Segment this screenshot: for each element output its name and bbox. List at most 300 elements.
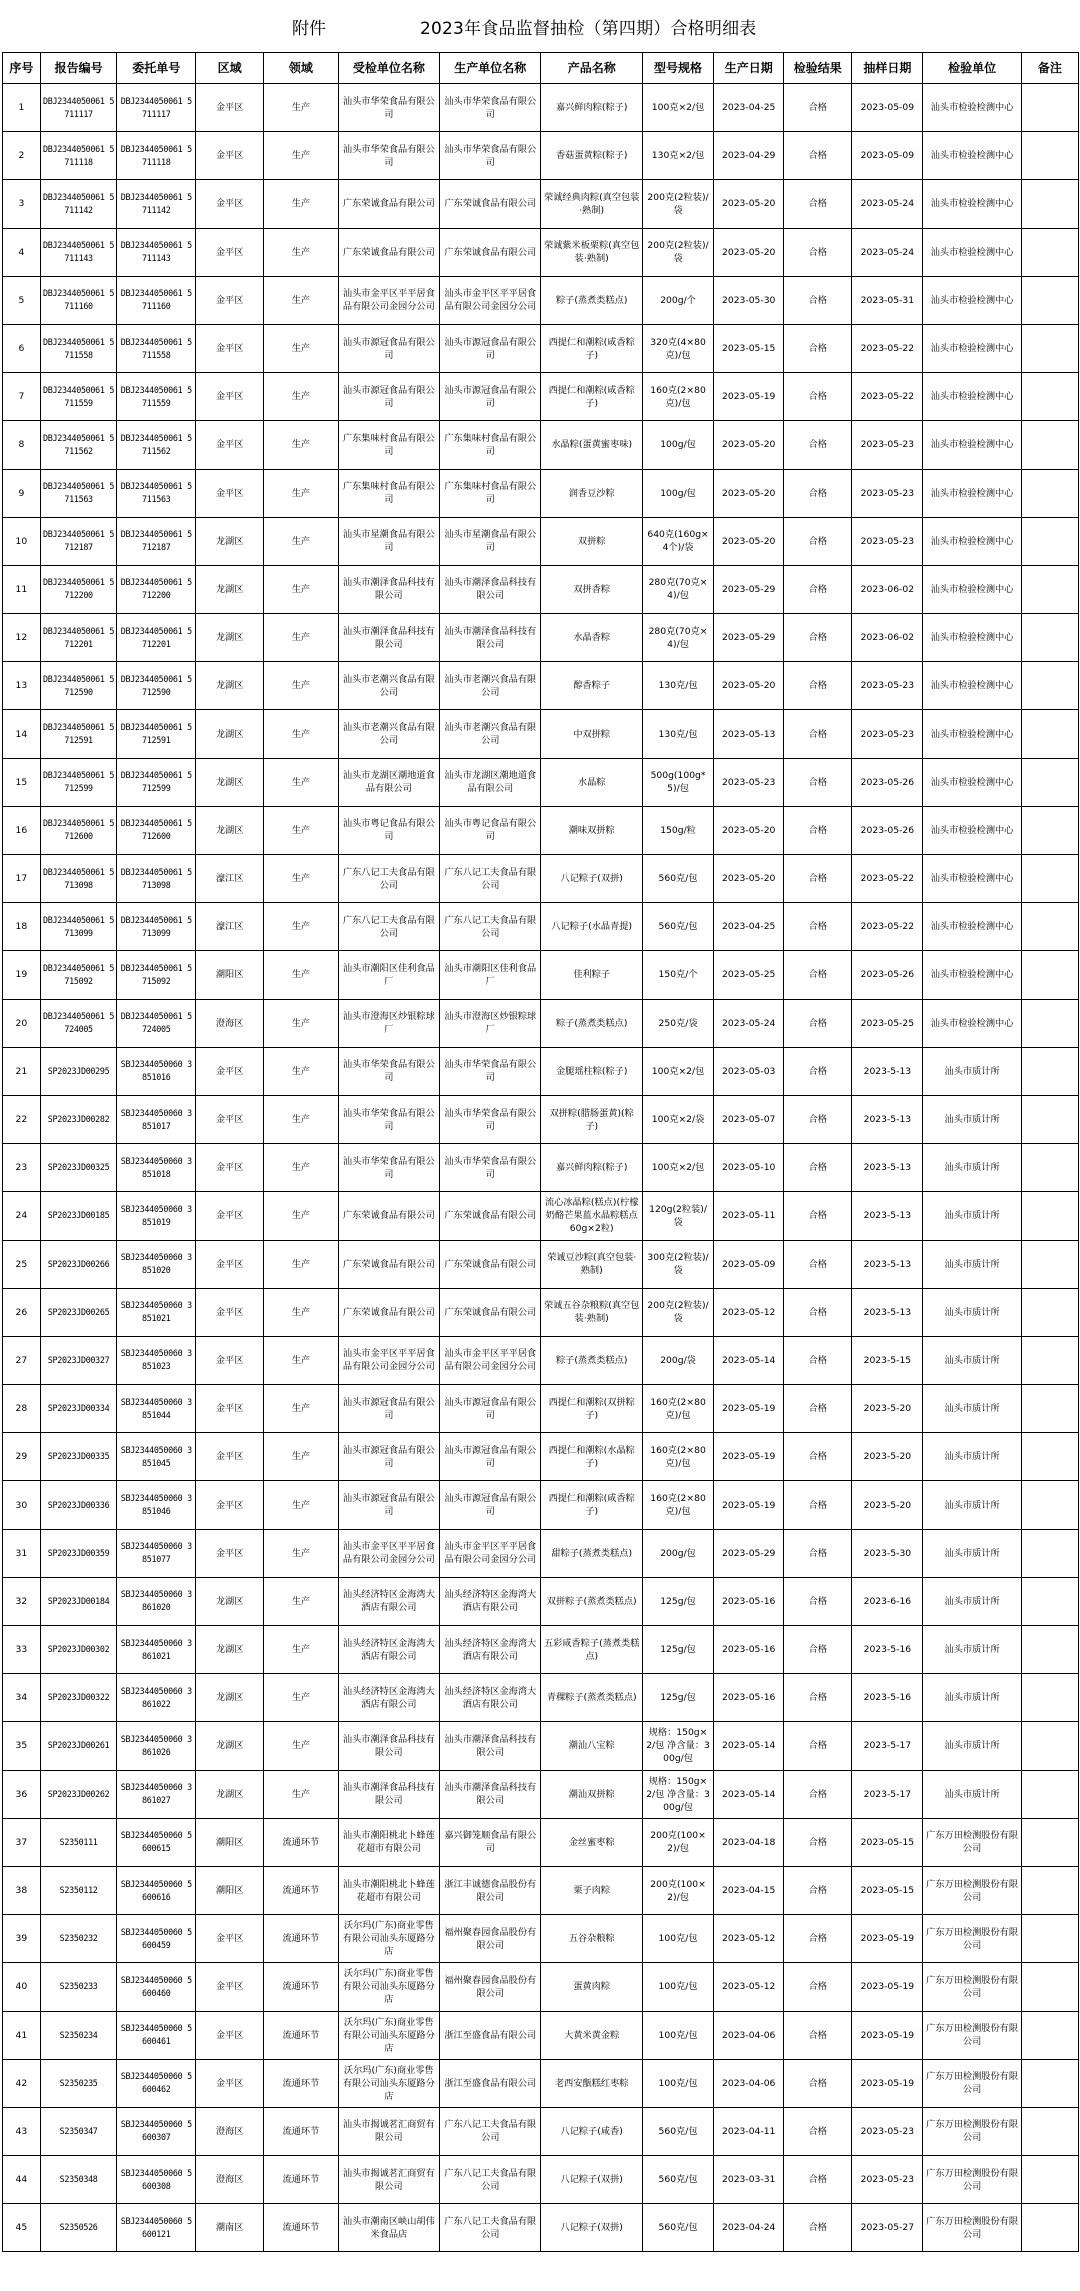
table-row bbox=[3, 662, 1079, 710]
cell-result: 合格 bbox=[784, 373, 852, 421]
cell-inspected-unit: 汕头市华荣食品有限公司 bbox=[338, 1095, 439, 1143]
cell-spec: 300克(2粒装)/袋 bbox=[642, 1240, 713, 1288]
cell-remarks bbox=[1021, 1240, 1078, 1288]
cell-spec: 320克(4×80克)/包 bbox=[642, 324, 713, 372]
cell-domain: 流通环节 bbox=[264, 2204, 338, 2252]
cell-result: 合格 bbox=[784, 1240, 852, 1288]
cell-district: 龙湖区 bbox=[196, 1770, 264, 1818]
cell-order-no: SBJ2344050060 3851077 bbox=[117, 1529, 196, 1577]
cell-spec: 125g/包 bbox=[642, 1674, 713, 1722]
cell-district: 金平区 bbox=[196, 1385, 264, 1433]
cell-producer: 汕头市老潮兴食品有限公司 bbox=[440, 662, 541, 710]
cell-sampling-date: 2023-5-20 bbox=[852, 1385, 923, 1433]
cell-product-name: 西提仁和潮粽(双拼粽子) bbox=[541, 1385, 642, 1433]
cell-domain: 生产 bbox=[264, 1433, 338, 1481]
cell-inspected-unit: 沃尔玛(广东)商业零售有限公司汕头东厦路分店 bbox=[338, 1963, 439, 2011]
cell-remarks bbox=[1021, 1288, 1078, 1336]
cell-producer: 汕头市华荣食品有限公司 bbox=[440, 1144, 541, 1192]
cell-testing-unit: 广东万田检测股份有限公司 bbox=[923, 2059, 1021, 2107]
cell-product-name: 青稞粽子(蒸煮类糕点) bbox=[541, 1674, 642, 1722]
cell-sampling-date: 2023-05-26 bbox=[852, 951, 923, 999]
cell-remarks bbox=[1021, 662, 1078, 710]
cell-report-no: S2350233 bbox=[40, 1963, 117, 2011]
cell-domain: 生产 bbox=[264, 1047, 338, 1095]
cell-domain: 生产 bbox=[264, 469, 338, 517]
cell-sampling-date: 2023-05-26 bbox=[852, 806, 923, 854]
cell-spec: 100克/包 bbox=[642, 2011, 713, 2059]
cell-seq: 13 bbox=[3, 662, 41, 710]
cell-domain: 生产 bbox=[264, 1674, 338, 1722]
cell-result: 合格 bbox=[784, 903, 852, 951]
table-row bbox=[3, 1529, 1079, 1577]
cell-producer: 汕头市华荣食品有限公司 bbox=[440, 132, 541, 180]
cell-seq: 24 bbox=[3, 1192, 41, 1240]
cell-result: 合格 bbox=[784, 758, 852, 806]
cell-production-date: 2023-05-20 bbox=[714, 180, 784, 228]
cell-product-name: 八记粽子(咸香) bbox=[541, 2107, 642, 2155]
cell-spec: 500g(100g*5)/包 bbox=[642, 758, 713, 806]
table-row bbox=[3, 276, 1079, 324]
cell-production-date: 2023-05-30 bbox=[714, 276, 784, 324]
cell-order-no: DBJ2344050061 5713099 bbox=[117, 903, 196, 951]
cell-spec: 200g/个 bbox=[642, 276, 713, 324]
cell-remarks bbox=[1021, 180, 1078, 228]
cell-sampling-date: 2023-5-13 bbox=[852, 1095, 923, 1143]
cell-seq: 40 bbox=[3, 1963, 41, 2011]
cell-testing-unit: 汕头市检验检测中心 bbox=[923, 614, 1021, 662]
table-row bbox=[3, 2011, 1079, 2059]
cell-order-no: SBJ2344050060 5600616 bbox=[117, 1866, 196, 1914]
cell-order-no: SBJ2344050060 5600121 bbox=[117, 2204, 196, 2252]
cell-result: 合格 bbox=[784, 1385, 852, 1433]
cell-inspected-unit: 汕头市华荣食品有限公司 bbox=[338, 84, 439, 132]
table-row bbox=[3, 1433, 1079, 1481]
cell-product-name: 金丝蜜枣粽 bbox=[541, 1818, 642, 1866]
cell-inspected-unit: 广东八记工夫食品有限公司 bbox=[338, 855, 439, 903]
table-row bbox=[3, 1095, 1079, 1143]
cell-order-no: DBJ2344050061 5712187 bbox=[117, 517, 196, 565]
cell-seq: 7 bbox=[3, 373, 41, 421]
table-row bbox=[3, 1288, 1079, 1336]
cell-seq: 37 bbox=[3, 1818, 41, 1866]
cell-seq: 18 bbox=[3, 903, 41, 951]
cell-spec: 160克(2×80克)/包 bbox=[642, 373, 713, 421]
cell-seq: 6 bbox=[3, 324, 41, 372]
cell-sampling-date: 2023-05-19 bbox=[852, 2011, 923, 2059]
cell-inspected-unit: 广东八记工夫食品有限公司 bbox=[338, 903, 439, 951]
cell-product-name: 栗子肉粽 bbox=[541, 1866, 642, 1914]
cell-remarks bbox=[1021, 2204, 1078, 2252]
cell-product-name: 潮汕双拼粽 bbox=[541, 1770, 642, 1818]
cell-product-name: 粽子(蒸煮类糕点) bbox=[541, 276, 642, 324]
cell-result: 合格 bbox=[784, 1577, 852, 1625]
cell-spec: 100克×2/袋 bbox=[642, 1095, 713, 1143]
table-row bbox=[3, 1240, 1079, 1288]
cell-production-date: 2023-04-18 bbox=[714, 1818, 784, 1866]
cell-domain: 生产 bbox=[264, 1722, 338, 1770]
cell-district: 龙湖区 bbox=[196, 1626, 264, 1674]
cell-seq: 17 bbox=[3, 855, 41, 903]
page-title: 2023年食品监督抽检（第四期）合格明细表 bbox=[420, 19, 757, 39]
cell-production-date: 2023-05-12 bbox=[714, 1288, 784, 1336]
cell-production-date: 2023-05-29 bbox=[714, 614, 784, 662]
cell-testing-unit: 汕头市检验检测中心 bbox=[923, 855, 1021, 903]
cell-result: 合格 bbox=[784, 806, 852, 854]
cell-inspected-unit: 汕头市源冠食品有限公司 bbox=[338, 1385, 439, 1433]
table-row bbox=[3, 469, 1079, 517]
cell-product-name: 蛋黄肉粽 bbox=[541, 1963, 642, 2011]
cell-testing-unit: 汕头市检验检测中心 bbox=[923, 806, 1021, 854]
cell-product-name: 老西安甑糕红枣粽 bbox=[541, 2059, 642, 2107]
cell-district: 澄海区 bbox=[196, 2156, 264, 2204]
table-row bbox=[3, 1722, 1079, 1770]
cell-report-no: DBJ2344050061 5711559 bbox=[40, 373, 117, 421]
cell-inspected-unit: 汕头市潮泽食品科技有限公司 bbox=[338, 1722, 439, 1770]
cell-result: 合格 bbox=[784, 1433, 852, 1481]
cell-testing-unit: 汕头市检验检测中心 bbox=[923, 758, 1021, 806]
cell-production-date: 2023-05-20 bbox=[714, 228, 784, 276]
cell-remarks bbox=[1021, 1481, 1078, 1529]
cell-testing-unit: 汕头市检验检测中心 bbox=[923, 999, 1021, 1047]
cell-testing-unit: 汕头市质计所 bbox=[923, 1095, 1021, 1143]
cell-spec: 125g/包 bbox=[642, 1577, 713, 1625]
cell-remarks bbox=[1021, 951, 1078, 999]
cell-result: 合格 bbox=[784, 1095, 852, 1143]
cell-sampling-date: 2023-5-20 bbox=[852, 1481, 923, 1529]
cell-order-no: DBJ2344050061 5712201 bbox=[117, 614, 196, 662]
cell-producer: 广东八记工夫食品有限公司 bbox=[440, 855, 541, 903]
cell-domain: 生产 bbox=[264, 1288, 338, 1336]
table-row bbox=[3, 1192, 1079, 1240]
cell-report-no: DBJ2344050061 5712600 bbox=[40, 806, 117, 854]
table-row bbox=[3, 855, 1079, 903]
cell-product-name: 嘉兴鲜肉粽(粽子) bbox=[541, 1144, 642, 1192]
cell-domain: 生产 bbox=[264, 1144, 338, 1192]
cell-testing-unit: 广东万田检测股份有限公司 bbox=[923, 2011, 1021, 2059]
cell-inspected-unit: 汕头市潮泽食品科技有限公司 bbox=[338, 565, 439, 613]
cell-domain: 生产 bbox=[264, 1240, 338, 1288]
cell-order-no: DBJ2344050061 5711562 bbox=[117, 421, 196, 469]
cell-result: 合格 bbox=[784, 1963, 852, 2011]
cell-domain: 生产 bbox=[264, 324, 338, 372]
cell-result: 合格 bbox=[784, 565, 852, 613]
cell-testing-unit: 汕头市检验检测中心 bbox=[923, 903, 1021, 951]
cell-report-no: DBJ2344050061 5712599 bbox=[40, 758, 117, 806]
table-row bbox=[3, 132, 1079, 180]
cell-result: 合格 bbox=[784, 1674, 852, 1722]
cell-spec: 560克/包 bbox=[642, 2156, 713, 2204]
cell-district: 濠江区 bbox=[196, 855, 264, 903]
cell-result: 合格 bbox=[784, 662, 852, 710]
cell-district: 潮阳区 bbox=[196, 1866, 264, 1914]
cell-testing-unit: 广东万田检测股份有限公司 bbox=[923, 1866, 1021, 1914]
table-row bbox=[3, 1770, 1079, 1818]
cell-spec: 560克/包 bbox=[642, 2107, 713, 2155]
cell-district: 金平区 bbox=[196, 84, 264, 132]
cell-report-no: DBJ2344050061 5711143 bbox=[40, 228, 117, 276]
cell-report-no: SP2023JD00334 bbox=[40, 1385, 117, 1433]
cell-production-date: 2023-05-24 bbox=[714, 999, 784, 1047]
cell-spec: 150克/个 bbox=[642, 951, 713, 999]
cell-spec: 640克(160g×4个)/袋 bbox=[642, 517, 713, 565]
cell-producer: 汕头市星潮食品有限公司 bbox=[440, 517, 541, 565]
cell-remarks bbox=[1021, 1770, 1078, 1818]
cell-domain: 生产 bbox=[264, 1481, 338, 1529]
cell-result: 合格 bbox=[784, 1336, 852, 1384]
cell-spec: 200克(100×2)/包 bbox=[642, 1866, 713, 1914]
cell-remarks bbox=[1021, 132, 1078, 180]
cell-remarks bbox=[1021, 84, 1078, 132]
cell-producer: 汕头市粤记食品有限公司 bbox=[440, 806, 541, 854]
table-row bbox=[3, 1963, 1079, 2011]
cell-sampling-date: 2023-5-13 bbox=[852, 1144, 923, 1192]
cell-inspected-unit: 广东荣诚食品有限公司 bbox=[338, 1192, 439, 1240]
cell-seq: 25 bbox=[3, 1240, 41, 1288]
cell-testing-unit: 汕头市检验检测中心 bbox=[923, 228, 1021, 276]
column-header-production-date: 生产日期 bbox=[714, 53, 784, 84]
cell-producer: 汕头经济特区金海湾大酒店有限公司 bbox=[440, 1577, 541, 1625]
cell-seq: 32 bbox=[3, 1577, 41, 1625]
cell-district: 龙湖区 bbox=[196, 1722, 264, 1770]
cell-remarks bbox=[1021, 276, 1078, 324]
cell-sampling-date: 2023-5-16 bbox=[852, 1674, 923, 1722]
cell-product-name: 潮味双拼粽 bbox=[541, 806, 642, 854]
column-header-producer: 生产单位名称 bbox=[440, 53, 541, 84]
cell-production-date: 2023-05-14 bbox=[714, 1770, 784, 1818]
cell-order-no: SBJ2344050060 5600460 bbox=[117, 1963, 196, 2011]
cell-seq: 26 bbox=[3, 1288, 41, 1336]
cell-inspected-unit: 广东集味村食品有限公司 bbox=[338, 469, 439, 517]
cell-producer: 汕头市源冠食品有限公司 bbox=[440, 1385, 541, 1433]
cell-sampling-date: 2023-05-22 bbox=[852, 324, 923, 372]
cell-remarks bbox=[1021, 469, 1078, 517]
cell-testing-unit: 汕头市检验检测中心 bbox=[923, 469, 1021, 517]
cell-inspected-unit: 汕头市源冠食品有限公司 bbox=[338, 1433, 439, 1481]
cell-district: 金平区 bbox=[196, 1240, 264, 1288]
cell-spec: 160克(2×80克)/包 bbox=[642, 1433, 713, 1481]
cell-report-no: S2350235 bbox=[40, 2059, 117, 2107]
cell-testing-unit: 汕头市质计所 bbox=[923, 1626, 1021, 1674]
cell-spec: 560克/包 bbox=[642, 855, 713, 903]
cell-inspected-unit: 沃尔玛(广东)商业零售有限公司汕头东厦路分店 bbox=[338, 2059, 439, 2107]
cell-remarks bbox=[1021, 1674, 1078, 1722]
cell-report-no: DBJ2344050061 5711117 bbox=[40, 84, 117, 132]
cell-report-no: DBJ2344050061 5713099 bbox=[40, 903, 117, 951]
cell-result: 合格 bbox=[784, 84, 852, 132]
table-body bbox=[3, 84, 1079, 2252]
cell-domain: 流通环节 bbox=[264, 1963, 338, 2011]
cell-report-no: S2350111 bbox=[40, 1818, 117, 1866]
cell-production-date: 2023-05-07 bbox=[714, 1095, 784, 1143]
cell-domain: 生产 bbox=[264, 855, 338, 903]
cell-sampling-date: 2023-05-24 bbox=[852, 228, 923, 276]
cell-remarks bbox=[1021, 228, 1078, 276]
cell-domain: 生产 bbox=[264, 758, 338, 806]
cell-producer: 浙江丰诚德食品股份有限公司 bbox=[440, 1866, 541, 1914]
cell-testing-unit: 广东万田检测股份有限公司 bbox=[923, 2156, 1021, 2204]
cell-producer: 汕头市源冠食品有限公司 bbox=[440, 324, 541, 372]
cell-order-no: SBJ2344050060 3851046 bbox=[117, 1481, 196, 1529]
column-header-testing-unit: 检验单位 bbox=[923, 53, 1021, 84]
cell-inspected-unit: 汕头市老潮兴食品有限公司 bbox=[338, 710, 439, 758]
cell-seq: 15 bbox=[3, 758, 41, 806]
cell-testing-unit: 广东万田检测股份有限公司 bbox=[923, 2107, 1021, 2155]
cell-result: 合格 bbox=[784, 1770, 852, 1818]
cell-production-date: 2023-05-03 bbox=[714, 1047, 784, 1095]
cell-result: 合格 bbox=[784, 855, 852, 903]
cell-producer: 广东八记工夫食品有限公司 bbox=[440, 2107, 541, 2155]
cell-inspected-unit: 汕头市潮泽食品科技有限公司 bbox=[338, 614, 439, 662]
cell-district: 金平区 bbox=[196, 1481, 264, 1529]
cell-order-no: SBJ2344050060 3861020 bbox=[117, 1577, 196, 1625]
cell-report-no: S2350232 bbox=[40, 1915, 117, 1963]
cell-sampling-date: 2023-5-13 bbox=[852, 1288, 923, 1336]
cell-remarks bbox=[1021, 2011, 1078, 2059]
cell-order-no: DBJ2344050061 5712200 bbox=[117, 565, 196, 613]
cell-inspected-unit: 沃尔玛(广东)商业零售有限公司汕头东厦路分店 bbox=[338, 1915, 439, 1963]
cell-order-no: DBJ2344050061 5713098 bbox=[117, 855, 196, 903]
column-header-order-no: 委托单号 bbox=[117, 53, 196, 84]
cell-product-name: 五彩咸香粽子(蒸煮类糕点) bbox=[541, 1626, 642, 1674]
cell-testing-unit: 汕头市检验检测中心 bbox=[923, 180, 1021, 228]
cell-order-no: SBJ2344050060 3851019 bbox=[117, 1192, 196, 1240]
cell-inspected-unit: 广东荣诚食品有限公司 bbox=[338, 228, 439, 276]
cell-remarks bbox=[1021, 1336, 1078, 1384]
cell-seq: 27 bbox=[3, 1336, 41, 1384]
cell-seq: 11 bbox=[3, 565, 41, 613]
cell-domain: 生产 bbox=[264, 614, 338, 662]
column-header-seq: 序号 bbox=[3, 53, 41, 84]
cell-report-no: S2350234 bbox=[40, 2011, 117, 2059]
cell-remarks bbox=[1021, 1144, 1078, 1192]
table-row bbox=[3, 758, 1079, 806]
cell-producer: 广东集味村食品有限公司 bbox=[440, 421, 541, 469]
cell-testing-unit: 汕头市质计所 bbox=[923, 1192, 1021, 1240]
cell-production-date: 2023-05-20 bbox=[714, 662, 784, 710]
cell-sampling-date: 2023-05-26 bbox=[852, 758, 923, 806]
column-header-result: 检验结果 bbox=[784, 53, 852, 84]
cell-testing-unit: 汕头市检验检测中心 bbox=[923, 951, 1021, 999]
cell-result: 合格 bbox=[784, 324, 852, 372]
cell-domain: 生产 bbox=[264, 710, 338, 758]
table-row bbox=[3, 2204, 1079, 2252]
column-header-sampling-date: 抽样日期 bbox=[852, 53, 923, 84]
cell-order-no: DBJ2344050061 5712591 bbox=[117, 710, 196, 758]
cell-domain: 生产 bbox=[264, 1577, 338, 1625]
cell-production-date: 2023-05-16 bbox=[714, 1626, 784, 1674]
cell-testing-unit: 汕头市质计所 bbox=[923, 1433, 1021, 1481]
cell-producer: 汕头市华荣食品有限公司 bbox=[440, 1095, 541, 1143]
cell-production-date: 2023-04-29 bbox=[714, 132, 784, 180]
cell-report-no: DBJ2344050061 5712200 bbox=[40, 565, 117, 613]
cell-domain: 流通环节 bbox=[264, 2059, 338, 2107]
cell-seq: 43 bbox=[3, 2107, 41, 2155]
cell-product-name: 双拼香粽 bbox=[541, 565, 642, 613]
cell-producer: 汕头市澄海区炒银粽球厂 bbox=[440, 999, 541, 1047]
cell-producer: 嘉兴御笼顺食品有限公司 bbox=[440, 1818, 541, 1866]
cell-domain: 流通环节 bbox=[264, 2156, 338, 2204]
cell-testing-unit: 汕头市检验检测中心 bbox=[923, 662, 1021, 710]
cell-sampling-date: 2023-05-22 bbox=[852, 373, 923, 421]
cell-report-no: SP2023JD00184 bbox=[40, 1577, 117, 1625]
cell-product-name: 双拼粽(腊肠蛋黄)(粽子) bbox=[541, 1095, 642, 1143]
cell-order-no: SBJ2344050060 5600307 bbox=[117, 2107, 196, 2155]
cell-sampling-date: 2023-05-22 bbox=[852, 855, 923, 903]
column-header-remarks: 备注 bbox=[1021, 53, 1078, 84]
cell-sampling-date: 2023-06-02 bbox=[852, 614, 923, 662]
cell-result: 合格 bbox=[784, 1481, 852, 1529]
cell-district: 潮阳区 bbox=[196, 1818, 264, 1866]
cell-production-date: 2023-05-20 bbox=[714, 855, 784, 903]
cell-product-name: 佳利粽子 bbox=[541, 951, 642, 999]
cell-remarks bbox=[1021, 1963, 1078, 2011]
cell-product-name: 西提仁和潮粽(水晶粽子) bbox=[541, 1433, 642, 1481]
cell-remarks bbox=[1021, 855, 1078, 903]
cell-producer: 汕头市潮泽食品科技有限公司 bbox=[440, 614, 541, 662]
cell-district: 金平区 bbox=[196, 1144, 264, 1192]
table-row bbox=[3, 1818, 1079, 1866]
cell-spec: 100克/包 bbox=[642, 1915, 713, 1963]
cell-testing-unit: 汕头市质计所 bbox=[923, 1336, 1021, 1384]
cell-producer: 汕头市潮泽食品科技有限公司 bbox=[440, 1770, 541, 1818]
cell-production-date: 2023-05-19 bbox=[714, 1481, 784, 1529]
cell-domain: 生产 bbox=[264, 276, 338, 324]
cell-production-date: 2023-05-12 bbox=[714, 1915, 784, 1963]
cell-production-date: 2023-04-11 bbox=[714, 2107, 784, 2155]
cell-remarks bbox=[1021, 2059, 1078, 2107]
cell-inspected-unit: 汕头市星潮食品有限公司 bbox=[338, 517, 439, 565]
cell-district: 龙湖区 bbox=[196, 517, 264, 565]
cell-seq: 4 bbox=[3, 228, 41, 276]
cell-producer: 广东荣诚食品有限公司 bbox=[440, 180, 541, 228]
cell-sampling-date: 2023-6-16 bbox=[852, 1577, 923, 1625]
cell-seq: 45 bbox=[3, 2204, 41, 2252]
cell-result: 合格 bbox=[784, 2156, 852, 2204]
cell-district: 金平区 bbox=[196, 132, 264, 180]
cell-inspected-unit: 汕头市揭诚茗汇商贸有限公司 bbox=[338, 2107, 439, 2155]
cell-spec: 规格：150g×2/包 净含量：300g/包 bbox=[642, 1722, 713, 1770]
cell-product-name: 水晶香粽 bbox=[541, 614, 642, 662]
cell-order-no: DBJ2344050061 5724005 bbox=[117, 999, 196, 1047]
cell-inspected-unit: 汕头市潮阳桃北卜蜂莲花超市有限公司 bbox=[338, 1818, 439, 1866]
cell-inspected-unit: 汕头市潮阳桃北卜蜂莲花超市有限公司 bbox=[338, 1866, 439, 1914]
cell-seq: 20 bbox=[3, 999, 41, 1047]
cell-seq: 22 bbox=[3, 1095, 41, 1143]
cell-domain: 生产 bbox=[264, 565, 338, 613]
cell-producer: 福州聚春园食品股份有限公司 bbox=[440, 1915, 541, 1963]
cell-district: 金平区 bbox=[196, 1288, 264, 1336]
table-header-row bbox=[3, 53, 1079, 84]
cell-testing-unit: 汕头市检验检测中心 bbox=[923, 324, 1021, 372]
cell-district: 金平区 bbox=[196, 276, 264, 324]
cell-spec: 280克(70克×4)/包 bbox=[642, 614, 713, 662]
cell-spec: 560克/包 bbox=[642, 903, 713, 951]
cell-order-no: SBJ2344050060 3851021 bbox=[117, 1288, 196, 1336]
cell-spec: 100g/包 bbox=[642, 421, 713, 469]
cell-production-date: 2023-05-25 bbox=[714, 951, 784, 999]
cell-district: 龙湖区 bbox=[196, 614, 264, 662]
cell-spec: 100克/包 bbox=[642, 2059, 713, 2107]
cell-remarks bbox=[1021, 1095, 1078, 1143]
results-table bbox=[2, 52, 1079, 2252]
table-row bbox=[3, 2156, 1079, 2204]
cell-result: 合格 bbox=[784, 228, 852, 276]
cell-inspected-unit: 汕头市源冠食品有限公司 bbox=[338, 373, 439, 421]
cell-producer: 福州聚春园食品股份有限公司 bbox=[440, 1963, 541, 2011]
cell-district: 金平区 bbox=[196, 421, 264, 469]
table-row bbox=[3, 517, 1079, 565]
cell-spec: 150g/粒 bbox=[642, 806, 713, 854]
